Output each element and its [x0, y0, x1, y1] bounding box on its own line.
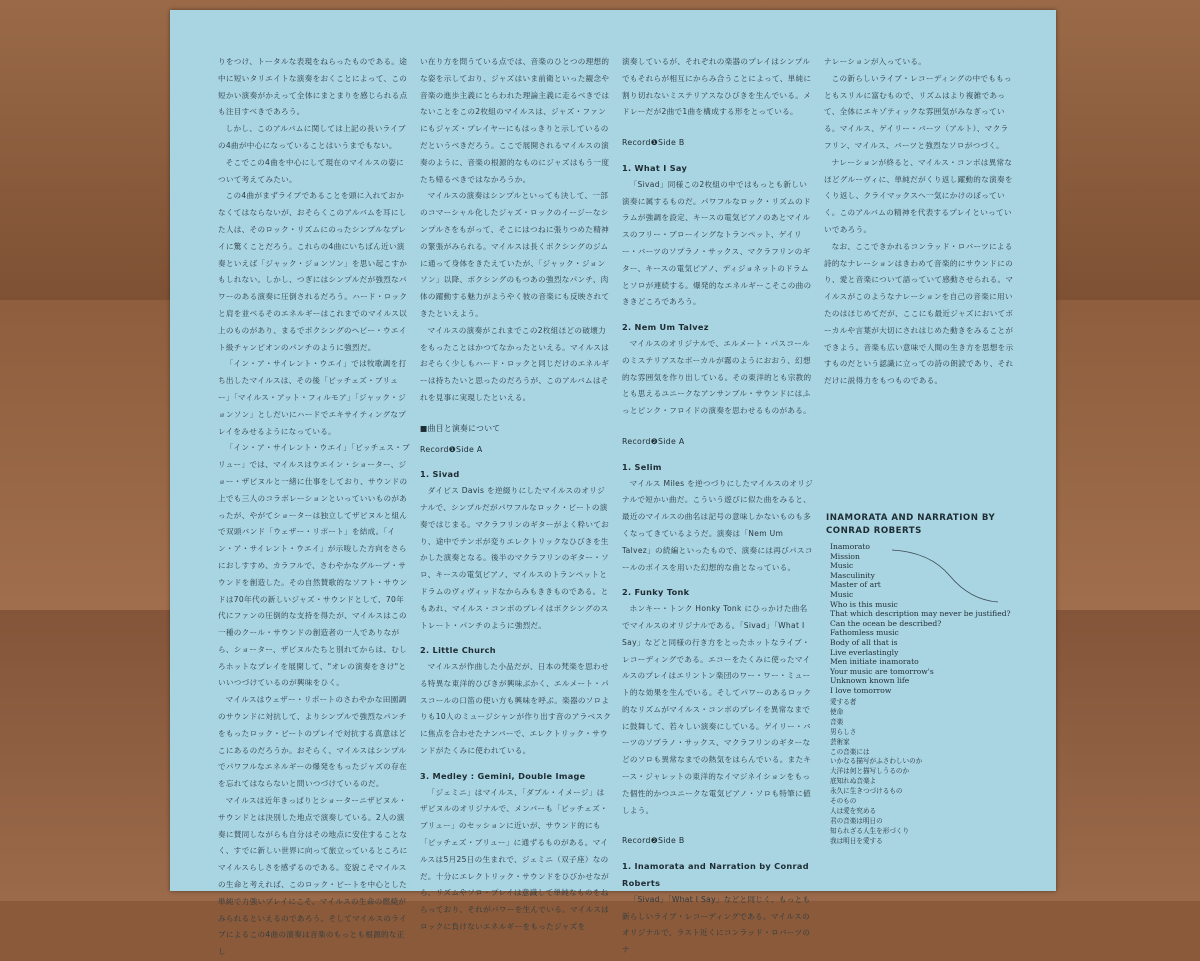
track-description: ダイビス Davis を逆綴りにしたマイルスのオリジナルで、シンプルだがパワフルなロック・ビートの演奏ではじまる。マクラフリンのギターがよく粋いており、途中でテンポが変りエレクトリックなひびきを生かした演奏となる。後半のマクラフリンのギター・ソロ、キースの電気ピアノ、マイルスのトランペットとドラムのヴィヴィッドなからみもききものである。ともあれ、マイルス・コンボのプレイはボクシングのストレート・パンチのように強烈だ。	[420, 486, 610, 630]
paragraph: 「イン・ア・サイレント・ウエイ」では牧歌調を打ち出したマイルスは、その後「ビッチェズ・ブリュー」「マイルス・アット・フィルモア」「ジャック・ジョンソン」としだいにハードでエキサイティングなプレイをみせるようになっている。	[218, 359, 407, 436]
track-title: 1. Selim	[622, 461, 662, 472]
poem-line: Body of all that is	[830, 637, 898, 647]
paragraph: ナレーションが入っている。	[824, 57, 927, 66]
poem-line: Music	[830, 589, 854, 599]
paragraph: マイルスの演奏がこれまでこの2枚組ほどの破壊力をもったことはかつてなかったといえる。マイルスはおそらく少しもハード・ロックと同じだけのエネルギーは持ちたいと思ったのだろうが、このアルバムはそれを見事に実現したといえる。	[420, 325, 610, 402]
poem-line: いかなる描写がふさわしいのか	[830, 757, 923, 766]
paragraph: そこでこの4曲を中心にして現在のマイルスの姿について考えてみたい。	[218, 157, 405, 184]
poem-line: Who is this music	[830, 599, 898, 609]
paragraph: 「イン・ア・サイレント・ウエイ」「ビッチェス・ブリュー」では、マイルスはウエイン・ショーター、ジョー・ザビヌルと一緒に仕事をしており、サウンドの上でも三人のコラボレーションといっていいものがあったが、やがてショーターは独立してザビヌルと組んで双頭バンド「ウェザー・リポート」を結成。「イン・ア・サイレント・ウエイ」が示唆した方向をさらにおしすすめ、カラフルで、さわやかなグループ・サウンドを創造した。その自然賛歌的なソフト・サウンドは70年代の新しいジャズ・サウンドとして、70年代にファンの圧倒的な支持を得たが、マイルスはこの一種のクール・サウンドの創造者の一人でありながら、ショーター、ザビヌルたちと別れてからは、むしろホットなプレイを展開して、"オレの演奏をきけ"といいつづけているのが興味をひく。	[218, 443, 410, 688]
poem-line: Music	[830, 561, 854, 571]
track-description: マイルスが作曲した小品だが、日本の梵楽を思わせる特異な東洋的ひびきが興味ぶかく、エルメート・パスコールの口笛の使い方も興味を呼ぶ。楽器のソロよりも10人のミュージシャンが作り出す音のアラベスクに焦点を合わせたナンバーで、エレクトリック・サウンドがたくみに使われている。	[420, 662, 612, 756]
text-column-4	[824, 54, 1016, 494]
track-description: マイルス Miles を逆つづりにしたマイルスのオリジナルで短かい曲だ。こういう遊びに似た曲をみると、最近のマイルスの曲名は記号の意味しかないものも多くなってきているようだ。演奏は「Nem Um Talvez」の続編といったもので、演奏には再びパスコールのボイスを用いた幻想的な曲となっている。	[622, 478, 814, 572]
track-title: 2. Funky Tonk	[622, 587, 690, 598]
paragraph: マイルスはウェザー・リポートのさわやかな田園調のサウンドに対抗して、よりシンプルで強烈なパンチをもったロック・ビートのプレイで対抗する真意はどこにあるのだろうか。おそらく、マイルスはシンプルでパワフルなエネルギーの爆発をもったジャズの存在を忘れてはならないと問いつづけているのだ。	[218, 695, 407, 789]
track-title: 2. Little Church	[420, 645, 496, 656]
paragraph: い在り方を問うている点では、音楽のひとつの理想的な姿を示しており、ジャズはいま前衛といった観念や音楽の進歩主義にとらわれた理論主義に走るべきではないことをこの2枚組のマイルスは、ジャズ・ファンにもジャズ・プレイヤーにもはっきりと示しているのだというべきだろう。ここで展開されるマイルスの演奏のように、音楽の根源的なものにジャズはもう一度たち帰るべきではなかろうか。	[420, 57, 610, 184]
poem-japanese	[830, 698, 1030, 847]
section-header: ■曲目と演奏について	[420, 423, 501, 433]
poem-line: 永久に生きつづけるもの	[830, 787, 903, 796]
poem-line: 大洋は何と描写しうるのか	[830, 767, 910, 776]
poem-line: 我は明日を愛する	[830, 836, 883, 845]
track-description: 「ジェミニ」はマイルス、「ダブル・イメージ」はザビヌルのオリジナルで、メンバーも「ビッチェズ・ブリュー」のセッションに近いが、サウンド的にも「ビッチェズ・ブリュー」に通ずるものがある。マイルスは5月25日の生まれで、ジェミニ（双子座）なのだ。十分にエレクトリック・サウンドをひびかせながら、リズムやソロ・プレイは意識して単純なものをねらっており、それがパワーを生んでいる。マイルスはロックに負けないエネルギーをもったジャズを	[420, 787, 610, 932]
poem-line: 芸術家	[830, 737, 850, 746]
poem-line: Unknown known life	[830, 676, 910, 686]
paragraph: りをつけ、トータルな表現をねらったものである。途中に短いタリエイトな演奏をおくことによって、この短かい演奏がかえって全体にまとまりを感じられる点も注目すべきであろう。	[218, 57, 408, 117]
poem-line: Your music are tomorrow's	[830, 666, 934, 676]
paragraph: 演奏しているが、それぞれの楽器のプレイはシンプルでもそれらが相互にからみ合うことによって、単純に割り切れないミステリアスなひびきを生んでいる。メドレーだが2曲で1曲を構成する形をとっている。	[622, 57, 812, 117]
poem-line: 愛する者	[830, 698, 857, 706]
poem-line: Masculinity	[830, 570, 875, 580]
track-description: 「Sivad」「What I Say」などと同じく、もっとも新らしいライブ・レコーディングである。マイルスのオリジナルで、ラスト近くにコンラッド・ロバーツのナ	[622, 894, 811, 955]
text-column-2	[420, 54, 612, 932]
paragraph: ナレーションが終ると、マイルス・コンボは異常なほどグルーヴィに、単純だがくり返し躍動的な演奏をくり返し、クライマックスへ一気にかけのぼっていく。このアルバムの精神を代表するプレイといっていいであろう。	[824, 157, 1013, 234]
poem-line: That which description may never be justified?	[830, 609, 1011, 619]
poem-line: Men initiate inamorato	[830, 657, 919, 667]
poem-line: Mission	[830, 551, 860, 561]
track-description: ホンキー・トンク Honky Tonk にひっかけた曲名でマイルスのオリジナルである。「Sivad」「What I Say」などと同様の行き方をとったホットなライブ・レコーディングである。エコーをたくみに使ったマイルスのプレイはエリントン楽団のワー・ワー・ミュート的な効果を生んでいる。そしてパワーのあるロック的なリズムがマイルス・コンボのプレイを異常なまでに鼓舞して、若々しい演奏にしている。ゲイリー・バーツのソプラノ・サックス、マクラフリンのギターなどのソロも異常なまでの熱気をはらんでいる。またキース・ジャレットの東洋的なイマジネイションをもった個性的かつユニークな電気ピアノ・ソロも特筆に値しよう。	[622, 604, 812, 815]
record-side-label: Record❷Side B	[622, 836, 685, 846]
text-column-3	[622, 54, 814, 955]
paragraph: なお、ここできかれるコンラッド・ロバーツによる詩的なナレーションはきわめて音楽的にサウンドにのり、愛と音楽について語っていて感動させられる。マイルスがこのようなナレーションを自己の音楽に用いたのはほじめてだが、ここにも最近ジャズにおいてボーカルや言葉が大切にされはじめた動きをみることができよう。音楽も広い意味で人間の生き方を思想を示すものだという認識に立っての詩の朗読であり、それだけに説得力をもつものである。	[824, 241, 1014, 386]
poem-line: Can the ocean be described?	[830, 618, 942, 628]
poem-line: I love tomorrow	[830, 685, 892, 695]
poem-line: 男らしさ	[830, 727, 857, 736]
poem-line: 底知れぬ音楽よ	[830, 777, 877, 786]
poem-line: 知られざる人生を形づくり	[830, 826, 910, 835]
track-title: 1. Inamorata and Narration by Conrad Roberts	[622, 861, 809, 889]
poem-title: INAMORATA AND NARRATION BY CONRAD ROBERTS	[826, 513, 996, 536]
poem-line: そのもの	[830, 797, 857, 806]
paragraph: マイルスの演奏はシンプルといっても決して、一部のコマーシャル化したジャズ・ロックのイージーなシンプルさをもがって、そこにはつねに張りつめた精神の緊張がみられる。マイルスは長くボクシングのジムに通って身体をきたえていたが、「ジャック・ジョンソン」以降、ボクシングのもつあの強烈なパンチ、肉体の躍動する魅力がようやく彼の音楽にも反映されてきたといえよう。	[420, 191, 610, 318]
record-side-label: Record❶Side A	[420, 444, 483, 454]
poem-line: Inamorato	[830, 542, 870, 551]
record-side-label: Record❷Side A	[622, 436, 685, 446]
poem-line: 使命	[830, 707, 844, 716]
text-column-1	[218, 54, 410, 957]
poem-line: Master of art	[830, 580, 881, 590]
liner-notes-sheet	[170, 10, 1056, 957]
poem-line: 音楽	[830, 717, 844, 726]
paragraph: この新らしいライブ・レコーディングの中でももっともスリルに富むもので、リズムはより複雑であって、全体にエキゾティックな雰囲気がみなぎっている。マイルス、ゲイリー・バーツ（アルト）、マクラフリン、マイルス、バーツと強烈なソロがつづく。	[824, 73, 1012, 150]
track-title: 1. Sivad	[420, 469, 460, 480]
track-title: 3. Medley : Gemini, Double Image	[420, 770, 586, 781]
paragraph: しかし、このアルバムに関しては上記の長いライブの4曲が中心になっていることはいうまでもない。	[218, 124, 406, 150]
poem-line: Live everlastingly	[830, 647, 899, 657]
record-side-label: Record❶Side B	[622, 138, 685, 148]
poem-line: Fathomless music	[830, 628, 899, 638]
paragraph: マイルスは近年きっぱりとショーターニザビヌル・サウンドとは決別した地点で演奏している。2人の演奏に賛同しながらも自分はその地点に安住することなく、すでに新しい世界に向って旅立っているところにマイルスらしさを感ずるのである。変貌こそマイルスの生命と考えれば、このロック・ビートを中心とした単純で力強いプレイにこそ、マイルスの生命の燃焼がみられるといえるのであろう。そしてマイルスのライブによるこの4曲の演奏は音楽のもっとも根源的な正し	[218, 796, 408, 957]
track-title: 1. What I Say	[622, 162, 688, 173]
track-title: 2. Nem Um Talvez	[622, 322, 709, 333]
poem-english	[830, 542, 1045, 696]
poem-line: 君の音楽は明日の	[830, 816, 883, 825]
paragraph: この4曲がまずライブであることを頭に入れておかなくてはならないが、おそらくこのアルバムを耳にした人は、そのロック・リズムにのったシンプルなプレイに驚くことだろう。これらの4曲にいちばん近い演奏といえば「ジャック・ジョンソン」を思い起こすかもしれない。しかし、つぎにはシンプルだが強烈なパワーのある演奏に圧倒されるだろう。ハード・ロックと肩を並べるそのエネルギーはこれまでのマイルス以上のものがあり、まるでボクシングのヘビー・ウエイト級チャンピオンのパンチのように強烈だ。	[218, 191, 408, 352]
poem-line: この音楽には	[830, 747, 870, 756]
track-description: マイルスのオリジナルで、エルメート・パスコールのミステリアスなボーカルが霧のようにおおう、幻想的な雰囲気を作り出している。その東洋的とも宗教的とも思えるユニークなアンサンブル・サウンドにはふっとピンク・フロイドの演奏を思わせるものがある。	[622, 338, 812, 416]
poem-line: 人は愛を究める	[830, 806, 877, 815]
track-description: 「Sivad」同様この2枚組の中ではもっとも新しい演奏に属するものだ。パワフルなロック・リズムのドラムが強調を設定、キースの電気ピアノのあとマイルスのフリー・ブローイングなトランペット、ゲイリー・バーツのソプラノ・サックス、マクラフリンのギター、キースの電気ピアノ、ディジョネットのドラムとソロが連続する。爆発的なエネルギーこそこの曲のききどころであろう。	[622, 179, 812, 307]
